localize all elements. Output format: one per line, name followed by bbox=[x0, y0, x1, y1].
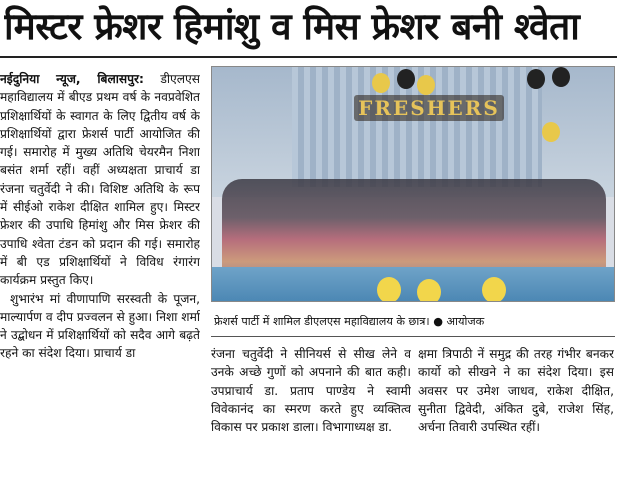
balloon-icon bbox=[377, 277, 401, 302]
headline: मिस्टर फ्रेशर हिमांशु व मिस फ्रेशर बनी श्वेता bbox=[4, 5, 580, 48]
balloon-icon bbox=[482, 277, 506, 302]
balloon-icon bbox=[542, 122, 560, 142]
dateline: नईदुनिया न्यूज, बिलासपुर: bbox=[0, 72, 144, 86]
paragraph-4: क्षमा त्रिपाठी नें समुद्र की तरह गंभीर बनकर कार्यो को सीखने ने का संदेश दिया। इस अवसर पर उमेश जाधव, राकेश दीक्षित, सुनीता द्विवेदी, अंकित दुबे, राजेश सिंह, अर्चना तिवारी उपस्थित रहीं। bbox=[418, 347, 614, 435]
paragraph-1-text: डीएलएस महाविद्यालय में बीएड प्रथम वर्ष के नवप्रवेशित प्रशिक्षार्थियों के स्वागत के लिए द्वितीय वर्ष के प्रशिक्षार्थियों द्वारा फ्रेशर्स पार्टी आयोजित की गई। समारोह में मुख्य अतिथि चेयरमैन निशा बसंत शर्मा रहीं। वहीं अध्यक्षता प्राचार्य डा रंजना चतुर्वेदी ने की। विशिष्ट अतिथि के रूप में सीईओ राकेश दीक्षित शामिल हुए। मिस्टर फ्रेशर की उपाधि हिमांशु और मिस फ्रेशर की उपाधि श्वेता टंडन को प्रदान की गई। समारोह में बी एड प्रशिक्षार्थियों ने विविध रंगारंग कार्यक्रम प्रस्तुत किए। bbox=[0, 72, 200, 288]
paragraph-2: शुभारंभ मां वीणापाणि सरस्वती के पूजन, माल्यार्पण व दीप प्रज्वलन से हुआ। निशा शर्मा ने उद्बोधन में प्रशिक्षार्थियों को सदैव आगे बढ़ते रहने का संदेश दिया। प्राचार्य डा bbox=[0, 291, 200, 361]
article-column-middle bbox=[211, 345, 411, 488]
balloon-icon bbox=[417, 75, 435, 95]
photo-floor bbox=[212, 267, 614, 302]
photo-caption: फ्रेशर्स पार्टी में शामिल डीएलएस महाविद्यालय के छात्र। ● आयोजक bbox=[214, 315, 485, 328]
balloon-icon bbox=[527, 69, 545, 89]
balloon-icon bbox=[417, 279, 441, 302]
paragraph-1 bbox=[0, 70, 200, 290]
balloon-icon bbox=[397, 69, 415, 89]
article-column-right bbox=[418, 345, 614, 488]
event-photo bbox=[211, 66, 615, 302]
freshers-banner: FRESHERS bbox=[354, 95, 504, 121]
balloon-icon bbox=[372, 73, 390, 93]
headline-divider bbox=[0, 56, 617, 58]
article-column-left bbox=[0, 70, 200, 488]
balloon-icon bbox=[552, 67, 570, 87]
paragraph-3: रंजना चतुर्वेदी ने सीनियर्स से सीख लेने व उनके अच्छे गुणों को अपनाने की बात कही। उपप्राचार्य डा. प्रताप पाण्डेय ने स्वामी विवेकानंद का स्मरण करते हुए व्यक्तित्व विकास पर प्रकाश डाला। विभागाध्यक्ष डा. bbox=[211, 347, 411, 435]
caption-divider bbox=[211, 336, 615, 337]
